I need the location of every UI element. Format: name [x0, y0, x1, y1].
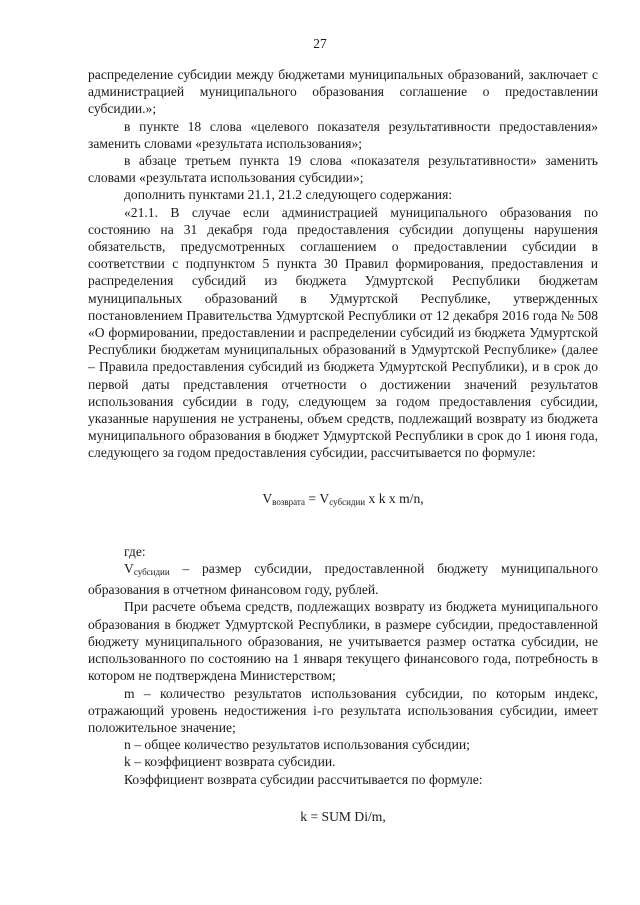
formula-k: k = SUM Di/m, — [300, 808, 386, 824]
k-formula-intro: Коэффициент возврата субсидии рассчитывается по формуле: — [124, 771, 483, 787]
formula-rest: x k x m/n, — [365, 490, 424, 506]
paragraph-item-18: в пункте 18 слова «целевого показателя результативности предоставления» заменить словами «результата использования»; — [88, 118, 598, 151]
paragraph-continuation: распределение субсидии между бюджетами муниципальных образований, заключает с администрацией муниципального образования соглашение о предоставлении субсидии.»; — [88, 67, 598, 117]
def-v-symbol: V — [124, 561, 134, 577]
formula-return-volume — [88, 490, 598, 511]
formula-lhs-sub: возврата — [272, 496, 305, 507]
def-v-text: – размер субсидии, предоставленной бюджету муниципального образования в отчетном финансовом году, рублей. — [88, 561, 598, 598]
definition-m: m – количество результатов использования субсидии, по которым индекс, отражающий уровень недостижения i-го результата использования субсидии, имеет положительное значение; — [88, 685, 598, 735]
paragraph-21-1: «21.1. В случае если администрацией муниципального образования по состоянию на 31 декабря года предоставления субсидии допущены нарушения обязательств, предусмотренных соглашением о предоставлении субсидии в соответствии с подпунктом 5 пункта 30 Правил формирования, предоставления и распределения субсидий из бюджета Удмуртской Республики бюджетам муниципальных образований в Удмуртской Республике, утвержденных постановлением Правительства Удмуртской Республики от 12 декабря 2016 года № 508 «О формировании, предоставлении и распределении субсидий из бюджета Удмуртской Республики бюджетам муниципальных образований в Удмуртской Республике» (далее – Правила предоставления субсидий из бюджета Удмуртской Республики), и в срок до первой даты представления отчетности о достижении значений результатов использования субсидии в году, следующем за годом предоставления субсидии, указанные нарушения не устранены, объем средств, подлежащий возврату из бюджета муниципального образования в бюджет Удмуртской Республики в срок до 1 июня года, следующего за годом предоставления субсидии, рассчитывается по формуле: — [88, 204, 598, 461]
def-v-sub: субсидии — [133, 567, 170, 578]
paragraph-calculation-note: При расчете объема средств, подлежащих возврату из бюджета муниципального образования в бюджет Удмуртской Республики, в размере субсидии, предоставленной бюджету муниципального образования, не учитывается размер остатка субсидии, не использованного по состоянию на 1 января текущего финансового года, потребность в котором не подтверждена Министерством; — [88, 599, 598, 684]
paragraph-item-19: в абзаце третьем пункта 19 слова «показателя результативности» заменить словами «результата использования субсидии»; — [88, 153, 598, 186]
page-number: 27 — [313, 36, 327, 51]
formula-eq: = V — [304, 490, 330, 506]
where-label: где: — [124, 543, 146, 559]
definition-n: n – общее количество результатов использования субсидии; — [124, 737, 470, 753]
paragraph-add-items: дополнить пунктами 21.1, 21.2 следующего содержания: — [124, 187, 453, 203]
definition-v-subsidy — [88, 560, 598, 598]
document-body — [88, 66, 598, 825]
formula-lhs: V — [262, 490, 273, 506]
formula-rhs-sub: субсидии — [329, 496, 366, 507]
definition-k: k – коэффициент возврата субсидии. — [124, 754, 336, 770]
